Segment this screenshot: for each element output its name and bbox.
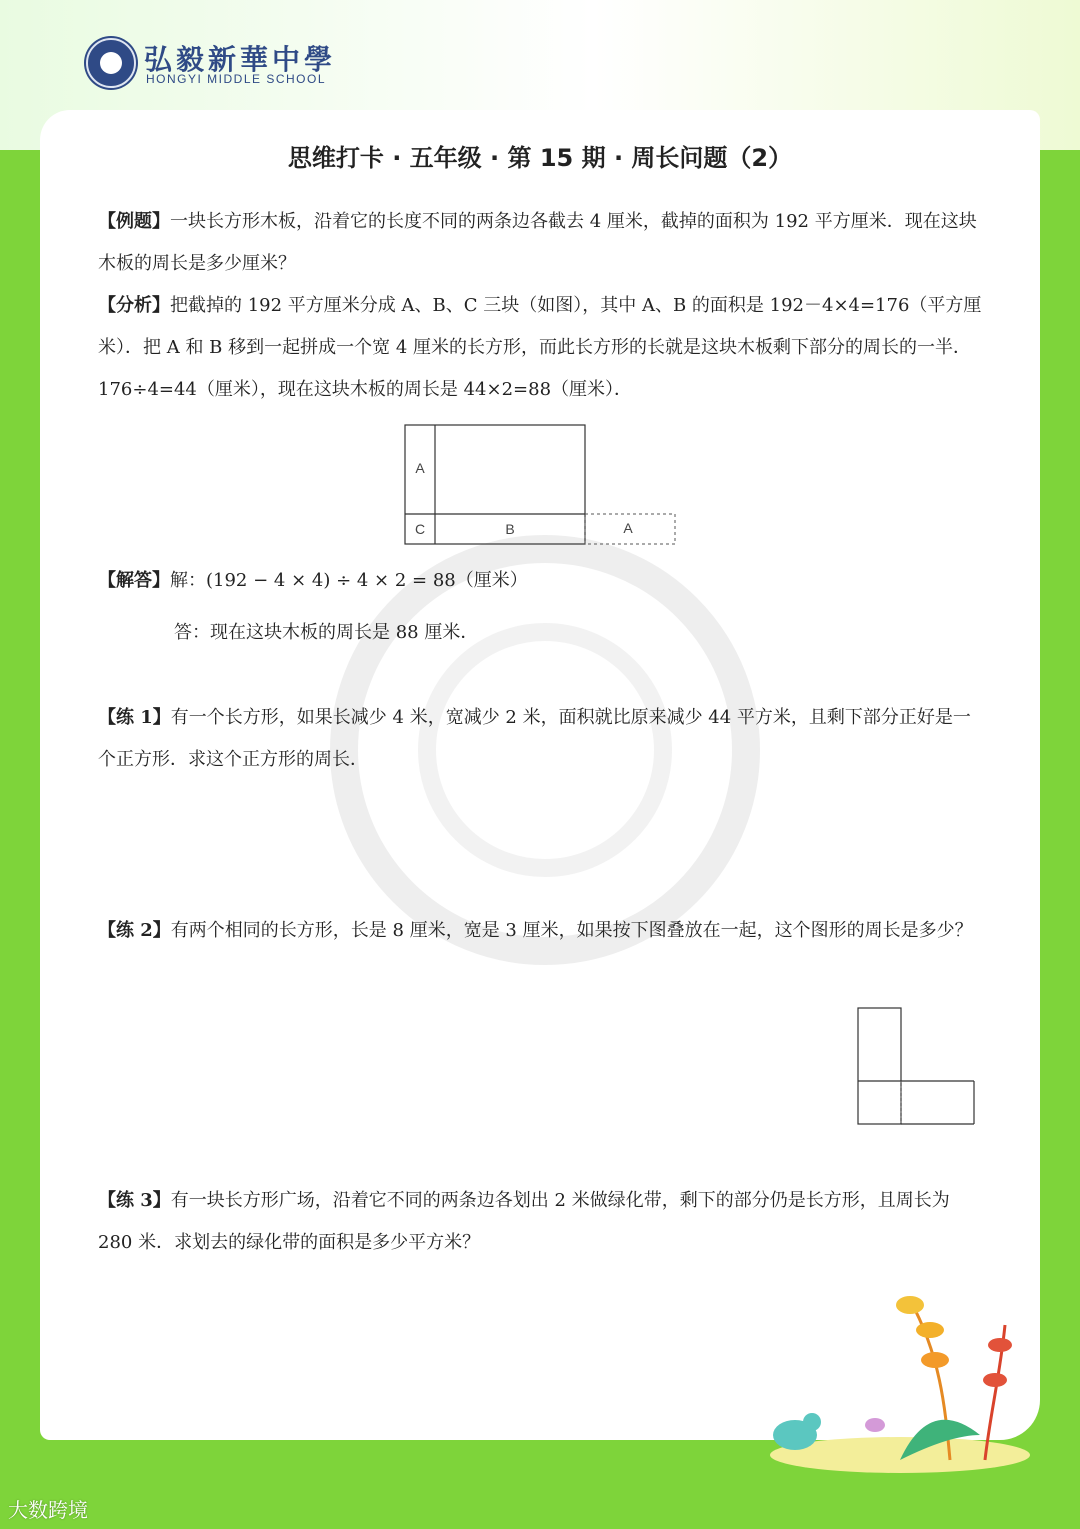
solution-prefix: 解：	[170, 570, 206, 591]
decoration-plants-birds	[750, 1285, 1050, 1485]
solution-answer: 答：现在这块木板的周长是 88 厘米．	[174, 622, 479, 643]
vertical-rectangle	[858, 1008, 901, 1124]
label-a-moved: A	[623, 520, 633, 536]
practice-3-tag: 【练 3】	[98, 1190, 171, 1211]
bird-head-icon	[803, 1413, 821, 1431]
practice-1-tag: 【练 1】	[98, 707, 171, 728]
solution	[98, 560, 983, 602]
school-name-en: HONGYI MIDDLE SCHOOL	[146, 72, 327, 86]
practice-2-tag: 【练 2】	[98, 920, 171, 941]
leaf-icon	[896, 1296, 924, 1314]
figure-overlap-rectangles	[852, 1002, 982, 1130]
solution-formula: (192 − 4 × 4) ÷ 4 × 2 = 88	[206, 570, 456, 591]
label-b: B	[505, 521, 515, 537]
analysis	[98, 285, 983, 411]
school-name-cn: 弘毅新華中學	[144, 43, 337, 76]
solution-unit: （厘米）	[455, 570, 528, 591]
solution-tag: 【解答】	[98, 570, 170, 591]
leaf-icon	[988, 1338, 1012, 1352]
practice-3-text: 有一块长方形广场，沿着它不同的两条边各划出 2 米做绿化带，剩下的部分仍是长方形，且周长为 280 米．求划去的绿化带的面积是多少平方米？	[98, 1190, 950, 1253]
practice-2-text: 有两个相同的长方形，长是 8 厘米，宽是 3 厘米，如果按下图叠放在一起，这个图形的周长是多少？	[170, 920, 973, 941]
small-bird-icon	[865, 1418, 885, 1432]
label-a: A	[415, 460, 425, 476]
practice-1-text: 有一个长方形，如果长减少 4 米，宽减少 2 米，面积就比原来减少 44 平方米，且剩下部分正好是一个正方形．求这个正方形的周长．	[98, 707, 971, 770]
school-logo	[86, 38, 386, 88]
page-title: 思维打卡 · 五年级 · 第 15 期 · 周长问题（2）	[287, 144, 793, 172]
analysis-text: 把截掉的 192 平方厘米分成 A、B、C 三块（如图），其中 A、B 的面积是 192－4×4=176（平方厘米）．把 A 和 B 移到一起拼成一个宽 4 厘米的长方形，而此长方形的长就是这块木板剩下部分的周长的一半．176÷4=44（厘米），现在这块木板的周长是 44×2=88（厘米）．	[98, 295, 982, 400]
practice-3	[98, 1180, 983, 1264]
example-tag: 【例题】	[98, 211, 170, 232]
practice-2	[98, 910, 983, 952]
example-text: 一块长方形木板，沿着它的长度不同的两条边各截去 4 厘米，截掉的面积为 192 平方厘米．现在这块木板的周长是多少厘米？	[98, 211, 977, 274]
leaf-icon	[983, 1373, 1007, 1387]
school-seal-icon	[86, 38, 136, 88]
example-problem	[98, 201, 983, 285]
figure-cut-board	[400, 420, 680, 550]
board-outline	[405, 425, 585, 544]
leaf-icon	[921, 1352, 949, 1368]
footer-watermark: 大数跨境	[8, 1498, 88, 1522]
leaf-icon	[916, 1322, 944, 1338]
analysis-tag: 【分析】	[98, 295, 170, 316]
practice-1	[98, 697, 983, 781]
label-c: C	[414, 521, 426, 537]
